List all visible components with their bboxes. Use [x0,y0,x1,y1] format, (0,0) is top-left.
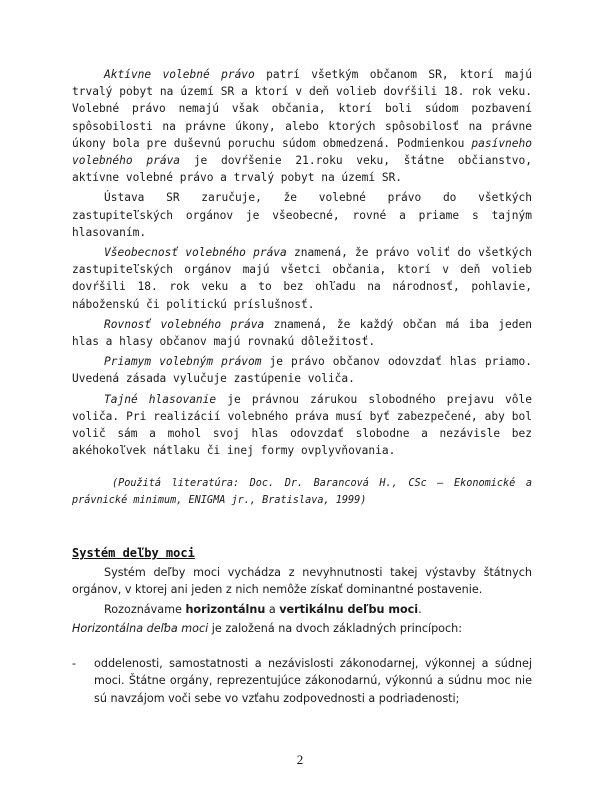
paragraph-constitution: Ústava SR zaručuje, že volebné právo do všetkých zastupiteľských orgánov je všeobecné, rovné a priame s tajným hlasovaním. [72,191,532,239]
paragraph-active-passive-right [72,66,532,186]
paragraph-text: znamená, že každý občan má iba jeden hlas a hlasy občanov majú rovnakú dôležitosť. [72,317,532,349]
paragraph-text: patrí všetkým občanom SR, ktorí majú trvalý pobyt na území SR a ktorí v deň volieb dovŕšili 18. rok veku. Volebné právo nemajú však občania, ktorí boli súdom pozbavení spôsobilosti na právne úkony, alebo ktorých spôsobilosť na právne úkony bola pre duševnú poruchu súdom obmedzená. Podmienkou [72,68,532,150]
paragraph-text: znamená, že právo voliť do všetkých zastupiteľských orgánov majú všetci občania, ktorí v deň volieb dovŕšili 18. rok veku a to bez ohľadu na národnosť, pohlavie, náboženskú či politickú príslušnosť. [72,246,532,311]
term-secret-ballot: Tajné hlasovanie [104,392,217,406]
paragraph-direct-vote [72,353,532,387]
term-passive-right: pasívneho volebného práva [72,136,532,168]
paragraph-horizontal-principles [72,620,532,637]
term-horizontal: horizontálnu [185,602,266,616]
paragraph-text: je dovŕšenie 21.roku veku, štátne občianstvo, aktívne volebné právo a trvalý pobyt na území SR. [72,154,532,185]
citation-note: (Použitá literatúra: Doc. Dr. Barancová H., CSc – Ekonomické a právnické minimum, ENIGMA jr., Bratislava, 1999) [72,478,532,506]
term-direct-vote: Priamym volebným právom [104,355,262,369]
paragraph-separation-intro: Systém deľby moci vychádza z nevyhnutnosti takej výstavby štátnych orgánov, v ktorej ani jeden z nich nemôže získať dominantné postavenie. [72,566,532,597]
list-item-text: oddelenosti, samostatnosti a nezávislosti zákonodarnej, výkonnej a súdnej moci. Štátne orgány, reprezentujúce zákonodarnú, výkonnú a súdnu moc nie sú navzájom voči sebe vo vzťahu zodpovednosti a podriadenosti; [94,657,532,705]
separation-of-powers-section [72,564,532,640]
paragraph-text: . [418,602,422,616]
list-bullet: - [72,657,77,670]
term-horizontal-division: Horizontálna deľba moci [72,622,209,636]
principles-list [72,655,532,707]
list-item [72,655,532,707]
term-equality: Rovnosť volebného práva [104,317,265,331]
section-heading: Systém deľby moci [72,546,195,560]
paragraph-universality [72,244,532,313]
term-universality: Všeobecnosť volebného práva [104,246,287,260]
paragraph-equality [72,316,532,350]
term-vertical: vertikálnu deľbu moci [279,602,419,616]
page-number: 2 [296,752,304,767]
election-law-section [72,66,532,462]
paragraph-text: a [265,602,280,616]
paragraph-horizontal-vertical [72,601,532,618]
paragraph-text: je založená na dvoch základných princípoch: [208,622,463,636]
paragraph-text: Rozoznávame [104,602,186,616]
paragraph-text: je právo občanov odovzdať hlas priamo. Uvedená zásada vylučuje zastúpenie voliča. [72,355,532,386]
paragraph-secret-ballot [72,391,532,460]
paragraph-text: je právnou zárukou slobodného prejavu vôle voliča. Pri realizácií volebného práva musí byť zabezpečené, aby bol volič sám a mohol svoj hlas odovzdať slobodne a nezávisle bez akéhokoľvek nátlaku či inej formy ovplyvňovania. [72,392,532,458]
term-active-right: Aktívne volebné právo [104,68,255,81]
